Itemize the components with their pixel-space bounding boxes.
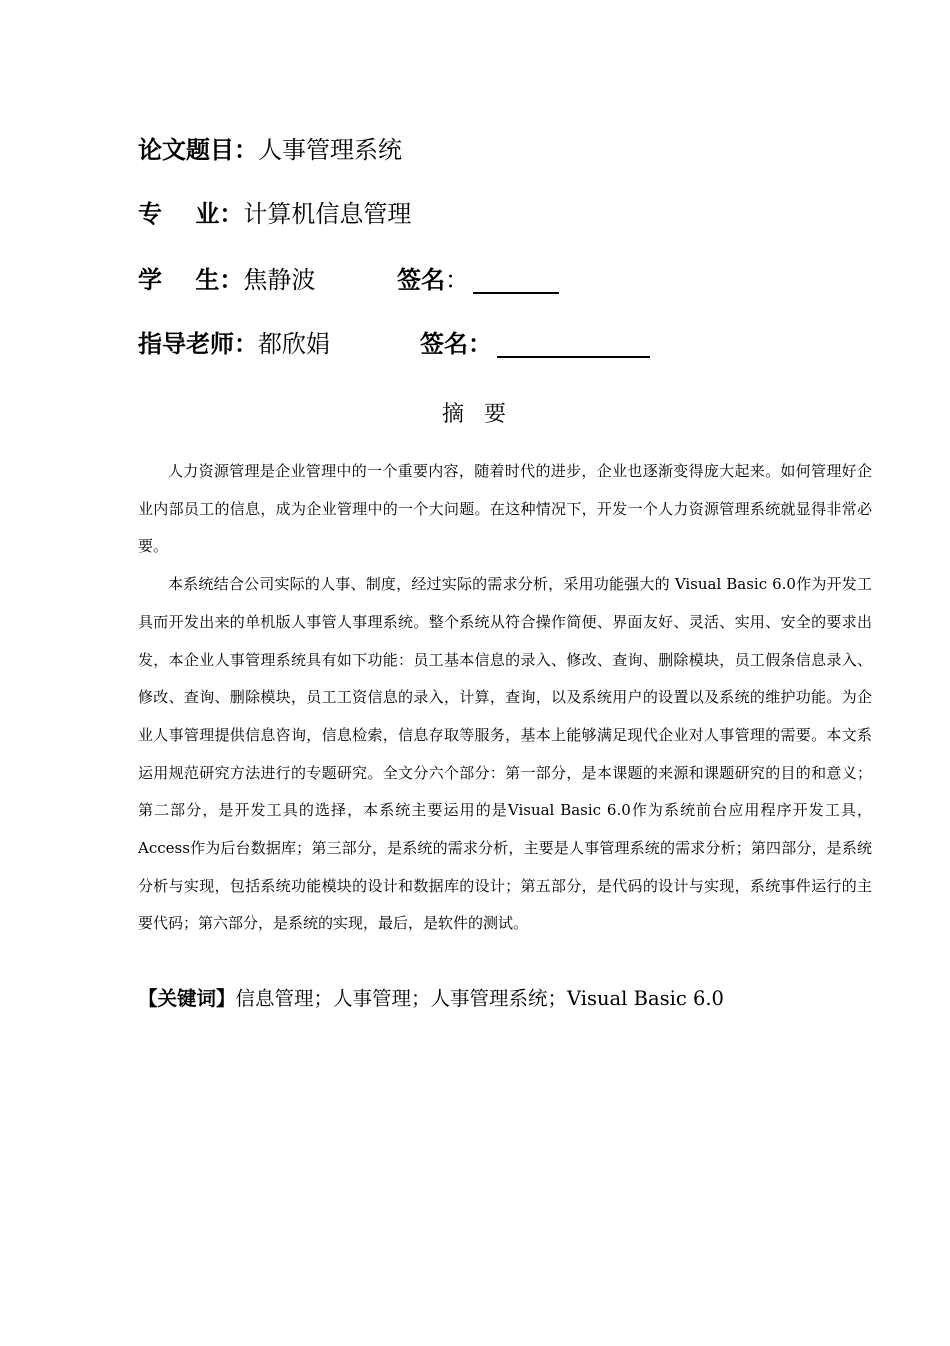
major-row — [138, 198, 411, 230]
advisor-label: 指导老师： — [138, 330, 258, 358]
student-row — [138, 264, 315, 296]
thesis-title-label: 论文题目： — [138, 136, 258, 164]
abstract-paragraph-2: 本系统结合公司实际的人事、制度，经过实际的需求分析，采用功能强大的 Visual Basic 6.0作为开发工具而开发出来的单机版人事管人事理系统。整个系统从符合操作简便、界面友好、灵活、实用、安全的要求出发，本企业人事管理系统具有如下功能：员工基本信息的录入、修改、查询、删除模块，员工假条信息录入、修改、查询、删除模块，员工工资信息的录入，计算，查询，以及系统用户的设置以及系统的维护功能。为企业人事管理提供信息咨询，信息检索，信息存取等服务，基本上能够满足现代企业对人事管理的需要。本文系运用规范研究方法进行的专题研究。全文分六个部分：第一部分，是本课题的来源和课题研究的目的和意义；第二部分，是开发工具的选择，本系统主要运用的是Visual Basic 6.0作为系统前台应用程序开发工具，Access作为后台数据库；第三部分，是系统的需求分析，主要是人事管理系统的需求分析；第四部分，是系统分析与实现，包括系统功能模块的设计和数据库的设计；第五部分，是代码的设计与实现，系统事件运行的主要代码；第六部分，是系统的实现，最后，是软件的测试。 — [138, 575, 872, 933]
advisor-row — [138, 328, 330, 360]
major-label: 专 业： — [138, 200, 244, 228]
thesis-title-value: 人事管理系统 — [258, 136, 402, 164]
major-value: 计算机信息管理 — [243, 200, 412, 228]
keywords-value: 信息管理；人事管理；人事管理系统；Visual Basic 6.0 — [235, 987, 724, 1010]
advisor-name: 都欣娟 — [258, 330, 330, 358]
student-signature-label: 签名 — [397, 266, 445, 294]
student-name: 焦静波 — [243, 266, 316, 294]
keywords-line — [138, 983, 724, 1015]
thesis-title-row — [138, 134, 402, 166]
advisor-signature-line[interactable] — [497, 356, 650, 358]
abstract-title: 摘 要 — [442, 402, 508, 427]
student-signature — [397, 264, 469, 296]
abstract-body — [138, 453, 872, 943]
student-signature-colon: ： — [445, 266, 469, 294]
advisor-signature — [420, 328, 492, 360]
student-signature-line[interactable] — [473, 292, 559, 294]
student-label: 学 生： — [138, 266, 244, 294]
keywords-label: 【关键词】 — [138, 987, 236, 1010]
abstract-paragraph-1: 人力资源管理是企业管理中的一个重要内容，随着时代的进步，企业也逐渐变得庞大起来。如何管理好企业内部员工的信息，成为企业管理中的一个大问题。在这种情况下，开发一个人力资源管理系统就显得非常必要。 — [138, 462, 872, 556]
advisor-signature-label: 签名： — [420, 330, 492, 358]
